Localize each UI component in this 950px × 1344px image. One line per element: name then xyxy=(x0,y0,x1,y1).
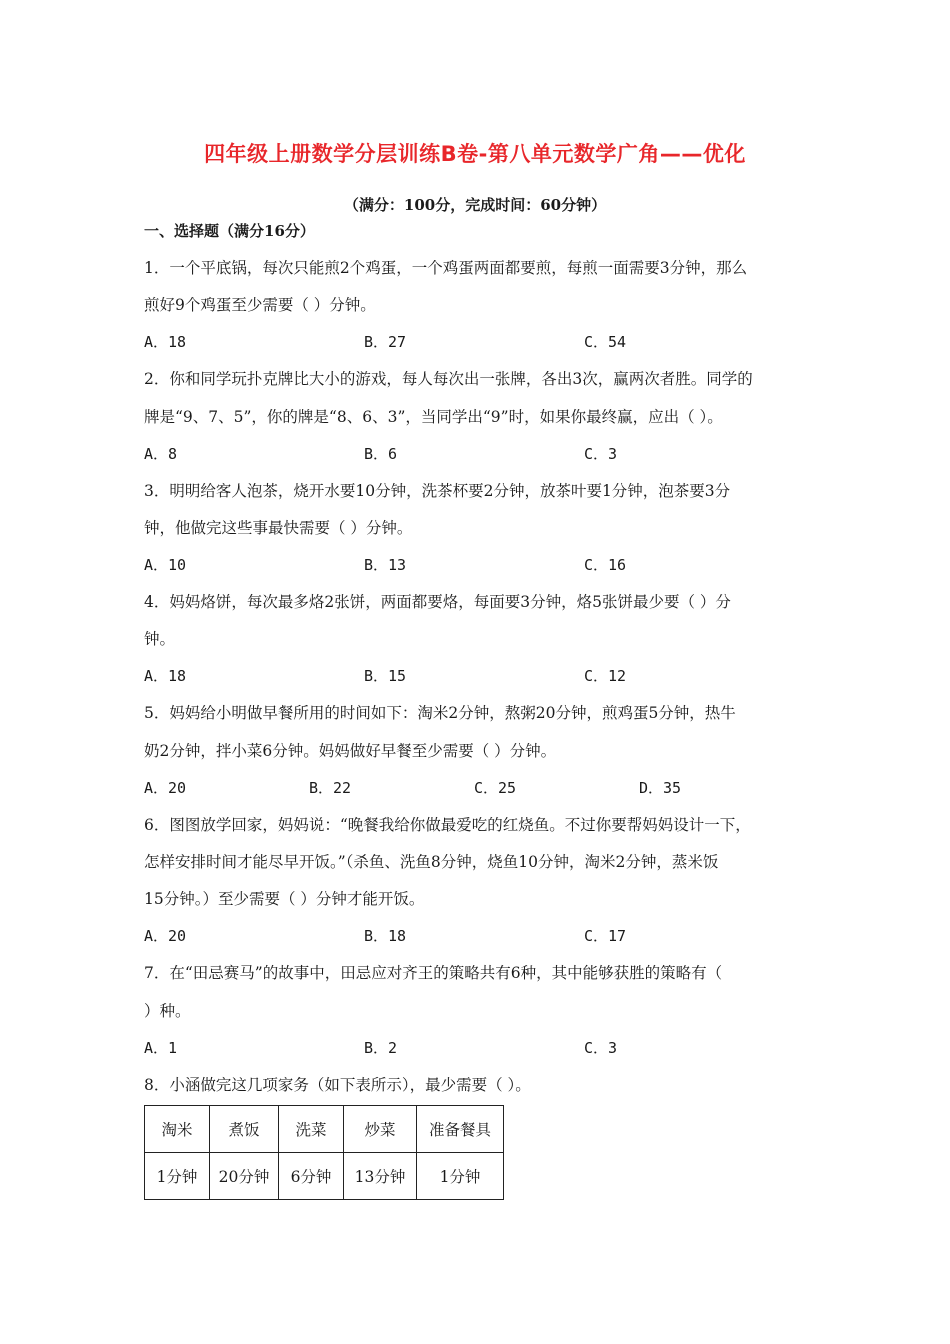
question-7-option-b: B．2 xyxy=(364,1039,398,1057)
question-5-option-c: C．25 xyxy=(474,779,517,797)
question-3-option-a: A．10 xyxy=(144,556,187,574)
question-2-option-b: B．6 xyxy=(364,445,398,463)
table-header-cell: 煮饭 xyxy=(210,1106,279,1153)
question-5-line-2: 奶2分钟，拌小菜6分钟。妈妈做好早餐至少需要（ ）分钟。 xyxy=(144,742,557,760)
exam-info: （满分：100分，完成时间：60分钟） xyxy=(343,196,607,214)
section-heading: 一、选择题（满分16分） xyxy=(144,222,315,240)
table-cell: 1分钟 xyxy=(145,1153,210,1200)
question-4-option-c: C．12 xyxy=(584,667,627,685)
question-6-option-c: C．17 xyxy=(584,927,627,945)
question-4-option-a: A．18 xyxy=(144,667,187,685)
question-7-option-a: A．1 xyxy=(144,1039,178,1057)
question-3-option-c: C．16 xyxy=(584,556,627,574)
table-row xyxy=(145,1153,504,1200)
question-7-line-1: 7．在“田忌赛马”的故事中，田忌应对齐王的策略共有6种，其中能够获胜的策略有（ xyxy=(144,964,723,982)
question-6-option-a: A．20 xyxy=(144,927,187,945)
question-7-line-2: ）种。 xyxy=(144,1002,191,1020)
question-6-line-2: 怎样安排时间才能尽早开饭。”（杀鱼、洗鱼8分钟，烧鱼10分钟，淘米2分钟，蒸米饭 xyxy=(144,853,719,871)
table-cell: 6分钟 xyxy=(279,1153,344,1200)
table-header-row xyxy=(145,1106,504,1153)
question-2-option-c: C．3 xyxy=(584,445,618,463)
question-1-line-1: 1．一个平底锅，每次只能煎2个鸡蛋，一个鸡蛋两面都要煎，每煎一面需要3分钟，那么 xyxy=(144,259,748,277)
question-2-option-a: A．8 xyxy=(144,445,178,463)
table-cell: 13分钟 xyxy=(344,1153,417,1200)
question-1-line-2: 煎好9个鸡蛋至少需要（ ）分钟。 xyxy=(144,296,376,314)
page-title: 四年级上册数学分层训练B卷-第八单元数学广角——优化 xyxy=(204,142,746,166)
question-4-line-2: 钟。 xyxy=(144,630,176,648)
table-cell: 20分钟 xyxy=(210,1153,279,1200)
question-4-option-b: B．15 xyxy=(364,667,407,685)
table-header-cell: 准备餐具 xyxy=(417,1106,504,1153)
question-2-line-2: 牌是“9、7、5”，你的牌是“8、6、3”，当同学出“9”时，如果你最终赢，应出（ ）。 xyxy=(144,408,723,426)
question-5-option-a: A．20 xyxy=(144,779,187,797)
question-6-option-b: B．18 xyxy=(364,927,407,945)
chores-table xyxy=(144,1105,504,1200)
question-8-line-1: 8．小涵做完这几项家务（如下表所示），最少需要（ ）。 xyxy=(144,1076,531,1094)
table-cell: 1分钟 xyxy=(417,1153,504,1200)
question-6-line-1: 6．图图放学回家，妈妈说：“晚餐我给你做最爱吃的红烧鱼。不过你要帮妈妈设计一下， xyxy=(144,816,751,834)
question-5-option-d: D．35 xyxy=(639,779,682,797)
question-5-line-1: 5．妈妈给小明做早餐所用的时间如下：淘米2分钟，熬粥20分钟，煎鸡蛋5分钟，热牛 xyxy=(144,704,736,722)
table-header-cell: 炒菜 xyxy=(344,1106,417,1153)
question-3-line-1: 3．明明给客人泡茶，烧开水要10分钟，洗茶杯要2分钟，放茶叶要1分钟，泡茶要3分 xyxy=(144,482,731,500)
question-1-option-a: A．18 xyxy=(144,333,187,351)
question-2-line-1: 2．你和同学玩扑克牌比大小的游戏，每人每次出一张牌，各出3次，赢两次者胜。同学的 xyxy=(144,370,753,388)
table-header-cell: 淘米 xyxy=(145,1106,210,1153)
question-3-option-b: B．13 xyxy=(364,556,407,574)
table-header-cell: 洗菜 xyxy=(279,1106,344,1153)
question-3-line-2: 钟，他做完这些事最快需要（ ）分钟。 xyxy=(144,519,413,537)
question-1-option-b: B．27 xyxy=(364,333,407,351)
question-6-line-3: 15分钟。）至少需要（ ）分钟才能开饭。 xyxy=(144,890,425,908)
question-7-option-c: C．3 xyxy=(584,1039,618,1057)
question-4-line-1: 4．妈妈烙饼，每次最多烙2张饼，两面都要烙，每面要3分钟，烙5张饼最少要（ ）分 xyxy=(144,593,731,611)
question-1-option-c: C．54 xyxy=(584,333,627,351)
question-5-option-b: B．22 xyxy=(309,779,352,797)
